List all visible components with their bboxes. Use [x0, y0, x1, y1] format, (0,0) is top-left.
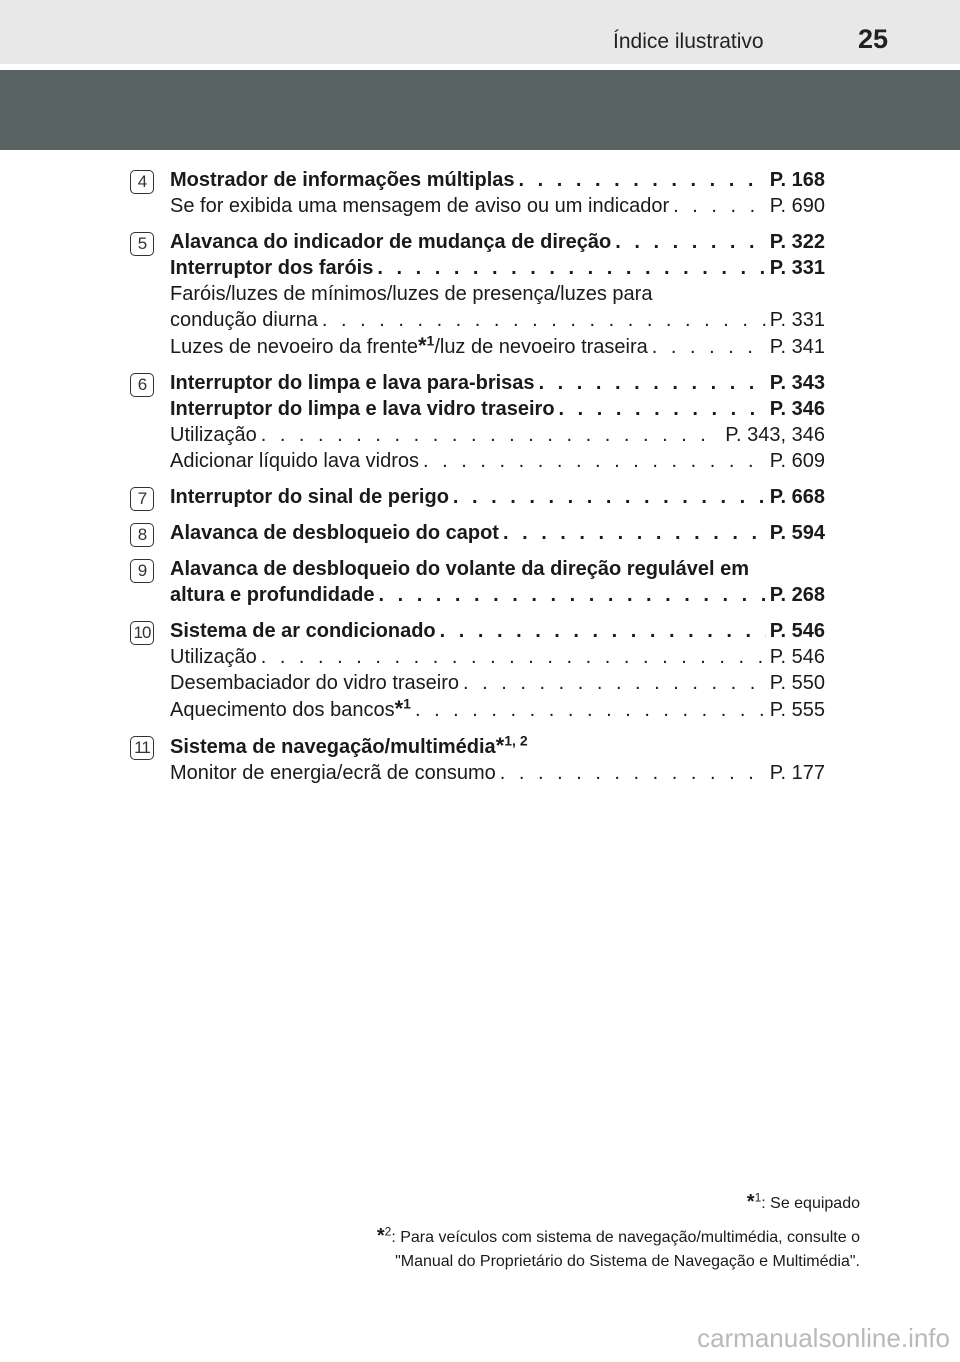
- index-line: [170, 670, 825, 696]
- line-label: Sistema de ar condicionado: [170, 620, 436, 642]
- footnote-2: *$^2$: Para veículos com sistema de navegação/multimédia, consulte o "Manual do Proprietário do Sistema de Navegação e Multimédia".: [377, 1224, 860, 1274]
- index-entry: [130, 556, 830, 608]
- line-text: [170, 396, 555, 422]
- line-label: Faróis/luzes de mínimos/luzes de presença/luzes para: [170, 283, 653, 305]
- footnote-mark: 2: [384, 1224, 392, 1239]
- entry-number-badge: 11: [130, 736, 154, 760]
- line-text: [170, 670, 459, 696]
- line-label: Desembaciador do vidro traseiro: [170, 672, 460, 694]
- footnote-ref: 1: [403, 696, 411, 712]
- page-reference: P. 177: [769, 762, 825, 784]
- watermark: carmanualsonline.info: [697, 1323, 950, 1353]
- index-entry: [130, 167, 830, 219]
- dot-leader: [423, 448, 766, 474]
- line-text: [170, 281, 652, 307]
- line-text: [170, 448, 419, 474]
- line-label: Utilização: [170, 646, 257, 668]
- line-label: Mostrador de informações múltiplas: [170, 169, 515, 191]
- index-line: [170, 733, 825, 760]
- page-reference: P. 346: [769, 398, 825, 420]
- line-label: Interruptor dos faróis: [170, 257, 374, 279]
- dot-leader: [377, 255, 765, 281]
- index-entry: [130, 733, 830, 786]
- line-label: Adicionar líquido lava vidros: [170, 450, 420, 472]
- line-label: Interruptor do sinal de perigo: [170, 486, 449, 508]
- index-entry: [130, 229, 830, 360]
- page-reference: P. 555: [769, 699, 825, 721]
- dot-leader: [261, 644, 766, 670]
- header-bar: [0, 0, 960, 64]
- index-entry: [130, 618, 830, 723]
- line-text: [170, 760, 496, 786]
- dot-leader: [519, 167, 766, 193]
- page-reference: P. 268: [769, 584, 825, 606]
- dot-leader: [539, 370, 766, 396]
- line-text: [170, 556, 749, 582]
- line-label: Alavanca do indicador de mudança de direção: [170, 231, 612, 253]
- line-text: [170, 733, 528, 760]
- footnote-text-continued: "Manual do Proprietário do Sistema de Navegação e Multimédia".: [395, 1253, 860, 1270]
- index-entry: [130, 370, 830, 474]
- dot-leader: [415, 697, 766, 723]
- page-reference: P. 550: [769, 672, 825, 694]
- entry-number-badge: 8: [130, 523, 154, 547]
- page-reference: P. 546: [769, 620, 825, 642]
- dot-leader: [652, 334, 766, 360]
- footnote-asterisk: *: [417, 333, 427, 358]
- entry-number-badge: 4: [130, 170, 154, 194]
- page-reference: P. 546: [769, 646, 825, 668]
- page-reference: P. 331: [769, 309, 825, 331]
- line-label-continued: /luz de nevoeiro traseira: [434, 336, 648, 358]
- footnote-mark: 1: [754, 1190, 762, 1205]
- line-text: [170, 167, 515, 193]
- dot-leader: [559, 396, 766, 422]
- entry-number-badge: 5: [130, 232, 154, 256]
- index-line: [170, 556, 825, 582]
- line-text: [170, 333, 648, 360]
- index-line: [170, 396, 825, 422]
- line-text: [170, 618, 436, 644]
- line-text: [170, 582, 374, 608]
- page-reference: P. 341: [769, 336, 825, 358]
- index-line: [170, 167, 825, 193]
- index-line: [170, 484, 825, 510]
- index-line: [170, 618, 825, 644]
- line-text: [170, 422, 257, 448]
- page-reference: P. 343: [769, 372, 825, 394]
- index-entry: [130, 520, 830, 546]
- index-line: [170, 281, 825, 307]
- line-label: Alavanca de desbloqueio do capot: [170, 522, 499, 544]
- line-text: [170, 193, 669, 219]
- index-line: [170, 520, 825, 546]
- page-reference: P. 668: [769, 486, 825, 508]
- page-number: 25: [858, 24, 889, 54]
- line-label: Utilização: [170, 424, 257, 446]
- line-label: condução diurna: [170, 309, 318, 331]
- line-label: Sistema de navegação/multimédia: [170, 736, 496, 758]
- footnote-ref: 1, 2: [504, 733, 528, 749]
- line-label: Luzes de nevoeiro da frente: [170, 336, 418, 358]
- dot-leader: [673, 193, 766, 219]
- index-line: [170, 696, 825, 723]
- page-reference: P. 168: [769, 169, 825, 191]
- line-label: Interruptor do limpa e lava para-brisas: [170, 372, 535, 394]
- index-line: [170, 422, 825, 448]
- dot-leader: [503, 520, 766, 546]
- dot-leader: [615, 229, 766, 255]
- index-entry: [130, 484, 830, 510]
- index-line: [170, 229, 825, 255]
- footnote-1: *$^1$: Se equipado: [746, 1190, 860, 1213]
- index-line: [170, 760, 825, 786]
- section-title: Índice ilustrativo: [613, 30, 764, 53]
- index-line: [170, 644, 825, 670]
- footnote-ref: 1: [426, 333, 435, 349]
- index-line: [170, 333, 825, 360]
- line-label: altura e profundidade: [170, 584, 375, 606]
- page-reference: P. 343, 346: [725, 424, 825, 446]
- line-text: [170, 307, 318, 333]
- line-text: [170, 644, 257, 670]
- line-text: [170, 696, 411, 723]
- line-label: Alavanca de desbloqueio do volante da direção regulável em: [170, 558, 750, 580]
- entry-number-badge: 6: [130, 373, 154, 397]
- page-reference: P. 690: [769, 195, 825, 217]
- header-band: [0, 70, 960, 150]
- entry-number-badge: 9: [130, 559, 154, 583]
- line-label: Monitor de energia/ecrã de consumo: [170, 762, 496, 784]
- footnotes: [377, 1190, 860, 1282]
- dot-leader: [453, 484, 766, 510]
- line-text: [170, 484, 449, 510]
- dot-leader: [322, 307, 766, 333]
- line-label: Se for exibida uma mensagem de aviso ou um indicador: [170, 195, 670, 217]
- index-list: [130, 167, 830, 796]
- index-line: [170, 307, 825, 333]
- dot-leader: [378, 582, 765, 608]
- line-text: [170, 255, 373, 281]
- dot-leader: [440, 618, 766, 644]
- page-reference: P. 322: [769, 231, 825, 253]
- footnote-text: : Se equipado: [761, 1195, 860, 1212]
- dot-leader: [500, 760, 766, 786]
- line-label: Aquecimento dos bancos: [170, 699, 395, 721]
- line-text: [170, 229, 611, 255]
- footnote-asterisk: *: [394, 696, 404, 721]
- line-label: Interruptor do limpa e lava vidro traseiro: [170, 398, 555, 420]
- entry-number-badge: 7: [130, 487, 154, 511]
- page-reference: P. 331: [769, 257, 825, 279]
- footnote-text: : Para veículos com sistema de navegação/multimédia, consulte o: [391, 1229, 860, 1246]
- index-line: [170, 255, 825, 281]
- page-reference: P. 609: [769, 450, 825, 472]
- dot-leader: [463, 670, 766, 696]
- index-line: [170, 448, 825, 474]
- line-text: [170, 370, 535, 396]
- entry-number-badge: 10: [130, 621, 154, 645]
- page-reference: P. 594: [769, 522, 825, 544]
- index-line: [170, 193, 825, 219]
- index-line: [170, 582, 825, 608]
- index-line: [170, 370, 825, 396]
- dot-leader: [261, 422, 722, 448]
- line-text: [170, 520, 499, 546]
- footnote-asterisk: *: [495, 733, 505, 758]
